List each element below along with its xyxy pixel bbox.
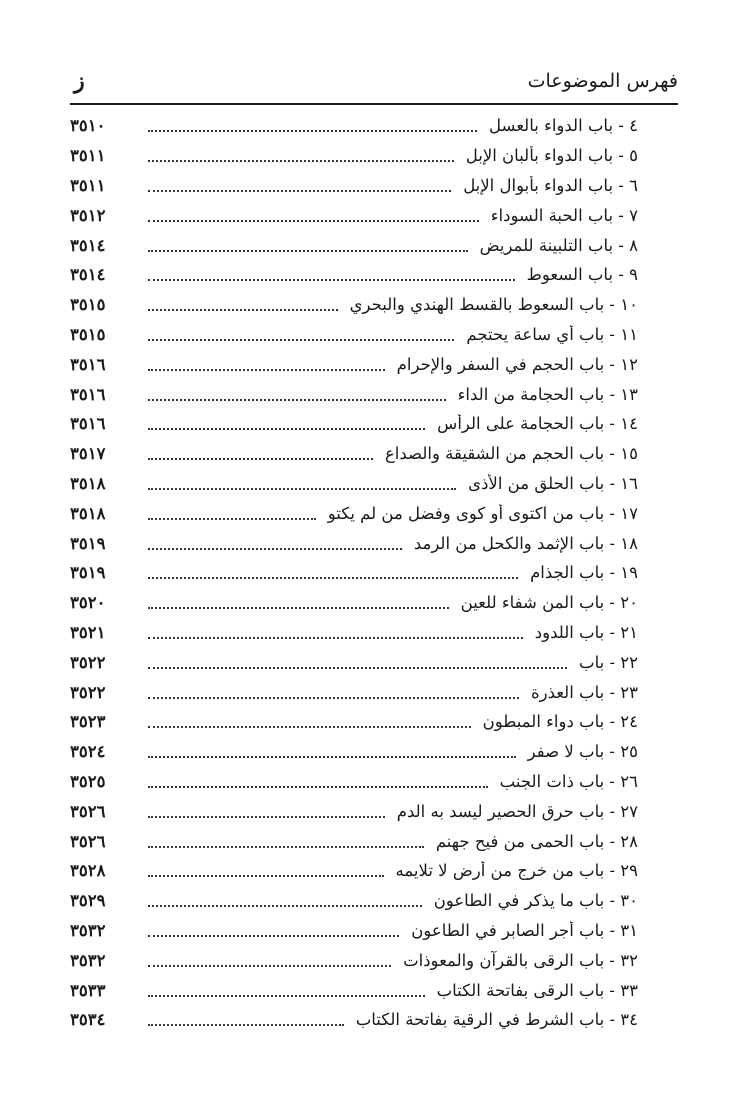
dot-leader — [148, 368, 385, 371]
toc-entry — [70, 1005, 638, 1035]
toc-entry — [70, 349, 638, 379]
toc-entry — [70, 409, 638, 439]
dot-leader — [148, 278, 515, 281]
toc-entry — [70, 975, 638, 1005]
dot-leader — [148, 755, 516, 758]
toc-entry-title: ٢٦ - باب ذات الجنب — [499, 771, 638, 791]
dot-leader — [148, 129, 477, 132]
toc-entry — [70, 647, 638, 677]
toc-entry-title: ١٠ - باب السعوط بالقسط الهندي والبحري — [349, 295, 638, 315]
toc-entry-title: ٦ - باب الدواء بأبوال الإبل — [463, 175, 638, 195]
toc-entry-page: ٣٥١٦ — [70, 384, 106, 404]
toc-entry — [70, 826, 638, 856]
toc-entry-page: ٣٥١٢ — [70, 205, 106, 225]
toc-entry-page: ٣٥١٥ — [70, 295, 106, 315]
toc-entry-title: ٢٠ - باب المن شفاء للعين — [460, 593, 638, 613]
toc-entry-title: ٢٨ - باب الحمى من فيح جهنم — [435, 831, 638, 851]
toc-entry-page: ٣٥٢٢ — [70, 682, 106, 702]
toc-entry — [70, 260, 638, 290]
toc-entry-title: ٢٢ - باب — [579, 652, 638, 672]
toc-entry-page: ٣٥١٧ — [70, 444, 106, 464]
toc-entry — [70, 379, 638, 409]
dot-leader — [148, 815, 385, 818]
toc-entry-page: ٣٥٢٠ — [70, 593, 106, 613]
toc-entry-title: ٢٥ - باب لا صفر — [527, 742, 638, 762]
toc-entry-title: ٥ - باب الدواء بألبان الإبل — [465, 146, 638, 166]
dot-leader — [148, 934, 399, 937]
toc-entry-page: ٣٥١٥ — [70, 324, 106, 344]
toc-entry — [70, 469, 638, 499]
toc-entry-page: ٣٥١٩ — [70, 563, 106, 583]
dot-leader — [148, 845, 424, 848]
toc-entry-title: ٧ - باب الحبة السوداء — [490, 205, 638, 225]
toc-entry-title: ١٩ - باب الجذام — [530, 563, 638, 583]
toc-entry-title: ٣٢ - باب الرقى بالقرآن والمعوذات — [403, 950, 638, 970]
toc-entry-page: ٣٥٢٦ — [70, 831, 106, 851]
dot-leader — [148, 487, 456, 490]
toc-entry-page: ٣٥٢٤ — [70, 742, 106, 762]
toc-entry-title: ١٣ - باب الحجامة من الداء — [457, 384, 638, 404]
toc-entry — [70, 498, 638, 528]
dot-leader — [148, 249, 468, 252]
dot-leader — [148, 427, 425, 430]
toc-entry-page: ٣٥١٦ — [70, 354, 106, 374]
dot-leader — [148, 874, 384, 877]
toc-entry — [70, 290, 638, 320]
page-title: فهرس الموضوعات — [527, 70, 678, 92]
toc-entry-title: ٨ - باب التلبينة للمريض — [479, 235, 638, 255]
toc-entry-page: ٣٥١١ — [70, 146, 106, 166]
toc-entry-page: ٣٥١١ — [70, 175, 106, 195]
dot-leader — [148, 517, 316, 520]
toc-entry-title: ٢٩ - باب من خرج من أرض لا تلايمه — [395, 861, 638, 881]
dot-leader — [148, 576, 518, 579]
toc-entry — [70, 141, 638, 171]
toc-entry-title: ١٢ - باب الحجم في السفر والإحرام — [396, 354, 638, 374]
header-rule — [70, 103, 678, 105]
toc-entry — [70, 230, 638, 260]
toc-entry-page: ٣٥١٩ — [70, 533, 106, 553]
toc-entry — [70, 171, 638, 201]
toc-entry — [70, 588, 638, 618]
toc-entry-page: ٣٥٢١ — [70, 622, 106, 642]
toc-entry-page: ٣٥٢٦ — [70, 801, 106, 821]
dot-leader — [148, 696, 519, 699]
table-of-contents — [70, 111, 638, 1035]
dot-leader — [148, 308, 338, 311]
toc-entry — [70, 945, 638, 975]
toc-entry — [70, 796, 638, 826]
toc-entry-page: ٣٥١٨ — [70, 503, 106, 523]
toc-entry-title: ٢٤ - باب دواء المبطون — [482, 712, 638, 732]
toc-entry — [70, 916, 638, 946]
dot-leader — [148, 189, 451, 192]
toc-entry-title: ١١ - باب أي ساعة يحتجم — [466, 324, 638, 344]
dot-leader — [148, 725, 471, 728]
toc-entry — [70, 439, 638, 469]
toc-entry — [70, 618, 638, 648]
toc-entry-title: ٣٠ - باب ما يذكر في الطاعون — [433, 891, 638, 911]
dot-leader — [148, 904, 422, 907]
toc-entry — [70, 707, 638, 737]
toc-entry-page: ٣٥١٤ — [70, 265, 106, 285]
toc-entry — [70, 528, 638, 558]
dot-leader — [148, 219, 479, 222]
dot-leader — [148, 636, 523, 639]
toc-entry-page: ٣٥٣٣ — [70, 980, 106, 1000]
toc-entry — [70, 200, 638, 230]
toc-entry — [70, 558, 638, 588]
toc-entry-title: ٣١ - باب أجر الصابر في الطاعون — [411, 920, 638, 940]
toc-entry — [70, 886, 638, 916]
page-marker: ز — [74, 68, 85, 94]
toc-entry-title: ٢١ - باب اللدود — [534, 622, 638, 642]
dot-leader — [148, 547, 402, 550]
toc-entry-page: ٣٥٢٩ — [70, 891, 106, 911]
toc-entry-title: ٢٧ - باب حرق الحصير ليسد به الدم — [396, 801, 638, 821]
toc-entry — [70, 320, 638, 350]
page-header — [70, 66, 678, 102]
dot-leader — [148, 994, 425, 997]
toc-entry-title: ٢٣ - باب العذرة — [530, 682, 638, 702]
toc-entry — [70, 767, 638, 797]
toc-entry — [70, 737, 638, 767]
toc-entry-page: ٣٥٢٥ — [70, 771, 106, 791]
toc-entry-page: ٣٥١٠ — [70, 116, 106, 136]
toc-entry-page: ٣٥١٨ — [70, 473, 106, 493]
toc-entry-title: ٣٤ - باب الشرط في الرقية بفاتحة الكتاب — [355, 1010, 638, 1030]
toc-entry-title: ١٨ - باب الإثمد والكحل من الرمد — [413, 533, 638, 553]
toc-entry-title: ٤ - باب الدواء بالعسل — [489, 116, 638, 136]
dot-leader — [148, 159, 454, 162]
dot-leader — [148, 457, 373, 460]
toc-entry-page: ٣٥١٦ — [70, 414, 106, 434]
toc-entry-title: ١٧ - باب من اكتوى أو كوى وفضل من لم يكتوِ — [327, 503, 638, 523]
dot-leader — [148, 666, 567, 669]
dot-leader — [148, 606, 449, 609]
toc-entry — [70, 856, 638, 886]
toc-entry-page: ٣٥١٤ — [70, 235, 106, 255]
dot-leader — [148, 338, 454, 341]
toc-entry — [70, 677, 638, 707]
toc-entry-title: ١٥ - باب الحجم من الشقيقة والصداع — [384, 444, 638, 464]
toc-entry-title: ٣٣ - باب الرقى بفاتحة الكتاب — [436, 980, 638, 1000]
toc-entry-title: ١٤ - باب الحجامة على الرأس — [437, 414, 638, 434]
toc-entry-page: ٣٥٣٤ — [70, 1010, 106, 1030]
toc-entry-page: ٣٥٢٢ — [70, 652, 106, 672]
dot-leader — [148, 964, 391, 967]
toc-entry-page: ٣٥٣٢ — [70, 920, 106, 940]
dot-leader — [148, 1023, 344, 1026]
dot-leader — [148, 398, 446, 401]
toc-entry-page: ٣٥٢٣ — [70, 712, 106, 732]
toc-entry-page: ٣٥٢٨ — [70, 861, 106, 881]
toc-entry-page: ٣٥٣٢ — [70, 950, 106, 970]
toc-entry — [70, 111, 638, 141]
toc-entry-title: ١٦ - باب الحلق من الأذى — [468, 473, 638, 493]
toc-entry-title: ٩ - باب السعوط — [526, 265, 638, 285]
dot-leader — [148, 785, 488, 788]
